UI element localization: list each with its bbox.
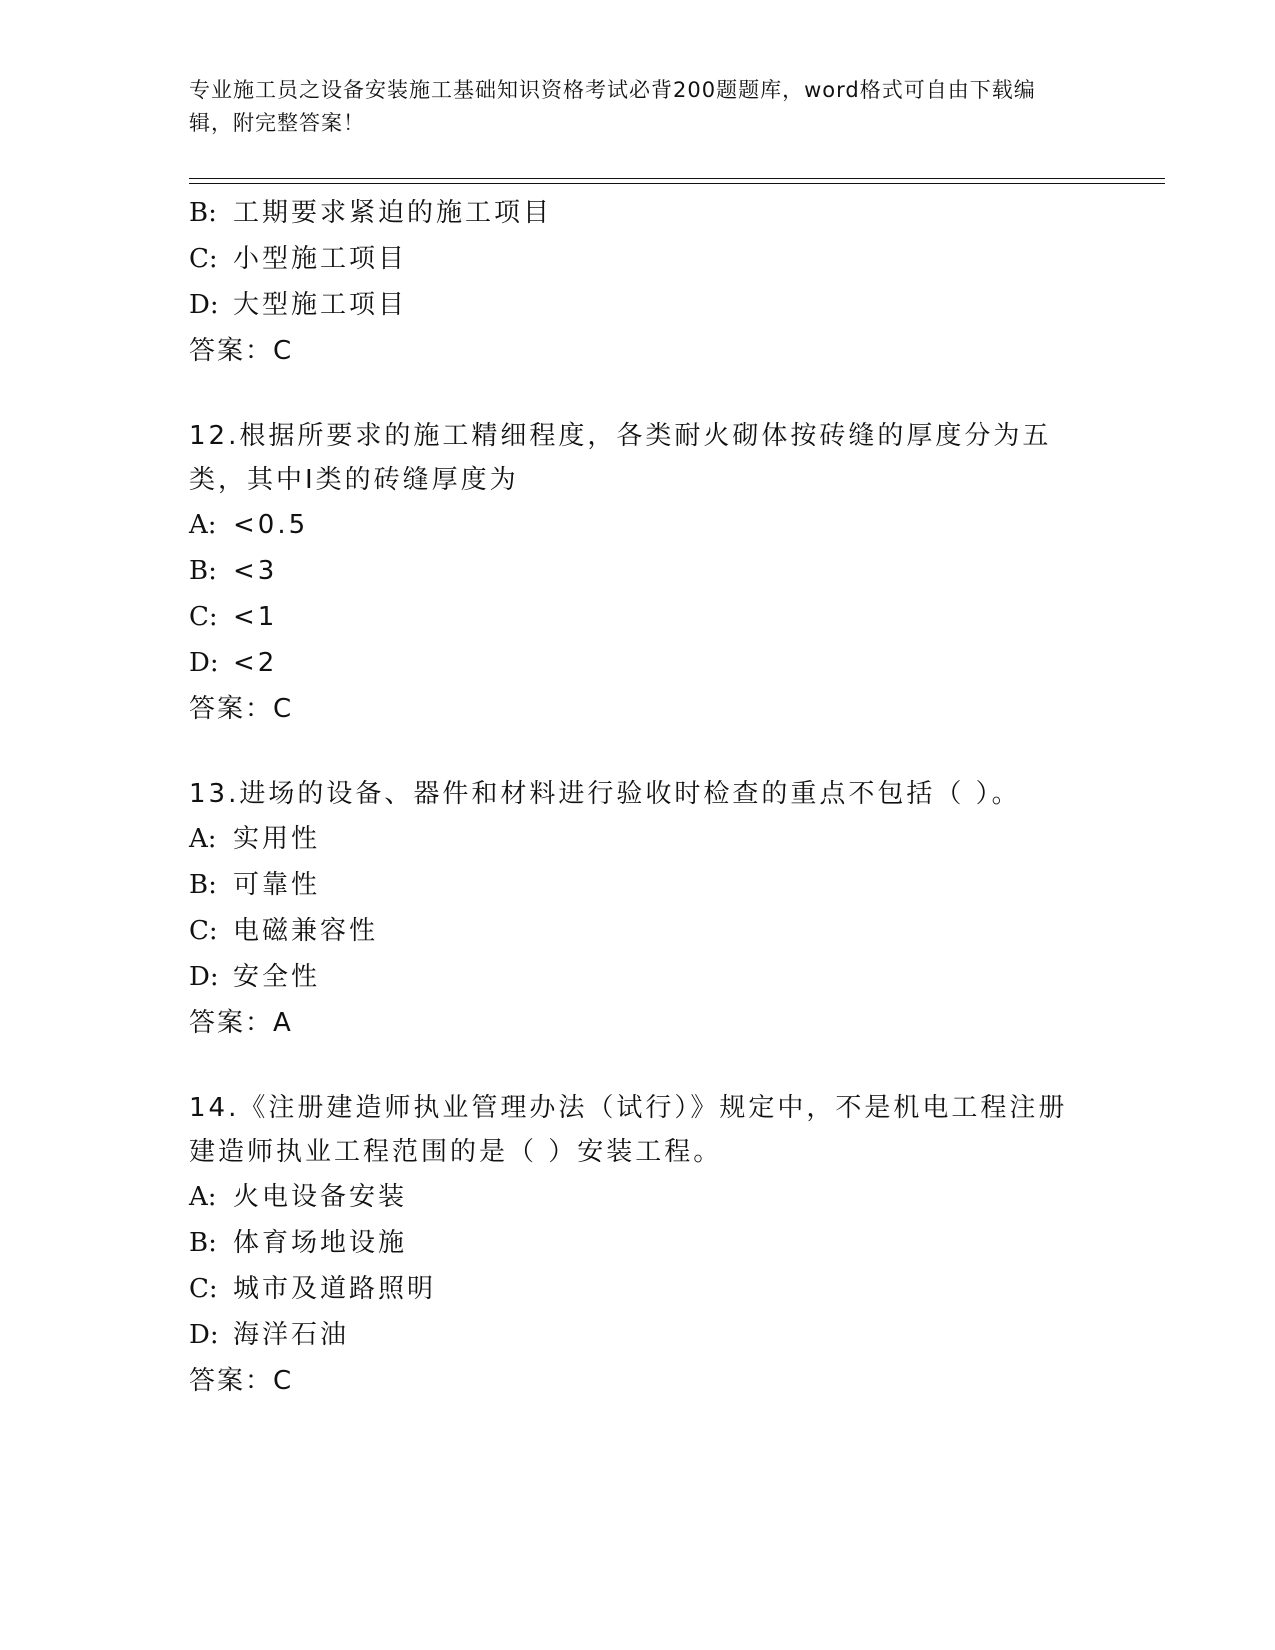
option-b [189, 548, 1089, 594]
option-text: 工期要求紧迫的施工项目 [233, 198, 553, 228]
option-b [189, 862, 1089, 908]
option-text: 安全性 [233, 962, 321, 992]
option-text: <2 [233, 648, 278, 678]
option-text: <3 [233, 556, 278, 586]
option-letter: A: [189, 824, 217, 854]
option-a [189, 502, 1089, 548]
question-spacer [189, 374, 1089, 414]
option-text: 实用性 [233, 824, 321, 854]
option-letter: C: [189, 916, 218, 946]
option-text: <1 [233, 602, 278, 632]
option-letter: C: [189, 1274, 218, 1304]
option-text: 体育场地设施 [233, 1228, 408, 1258]
question-stem: 12.根据所要求的施工精细程度，各类耐火砌体按砖缝的厚度分为五类，其中Ⅰ类的砖缝厚度为 [189, 421, 1052, 495]
question-13 [189, 772, 1089, 1046]
option-text: 可靠性 [233, 870, 321, 900]
option-letter: C: [189, 244, 218, 274]
option-c [189, 594, 1089, 640]
question-stem: 14.《注册建造师执业管理办法（试行）》规定中，不是机电工程注册建造师执业工程范围的是（ ）安装工程。 [189, 1093, 1068, 1167]
question-list [189, 190, 1089, 1404]
option-b [189, 190, 1089, 236]
option-b [189, 1220, 1089, 1266]
option-c [189, 236, 1089, 282]
option-letter: C: [189, 602, 218, 632]
option-letter: D: [189, 1320, 219, 1350]
option-letter: B: [189, 1228, 217, 1258]
question-12 [189, 414, 1089, 732]
option-text: <0.5 [233, 510, 309, 540]
question-stem: 13.进场的设备、器件和材料进行验收时检查的重点不包括（ ）。 [189, 779, 1021, 809]
question-14 [189, 1086, 1089, 1404]
option-text: 海洋石油 [233, 1320, 350, 1350]
option-d [189, 954, 1089, 1000]
option-text: 大型施工项目 [233, 290, 408, 320]
option-letter: B: [189, 556, 217, 586]
option-letter: D: [189, 648, 219, 678]
answer-line: 答案：C [189, 1366, 294, 1396]
option-c [189, 908, 1089, 954]
header-rule-top [189, 178, 1165, 179]
question-spacer [189, 1046, 1089, 1086]
option-text: 火电设备安装 [233, 1182, 408, 1212]
option-letter: D: [189, 290, 219, 320]
document-header [189, 74, 1079, 140]
option-a [189, 816, 1089, 862]
option-d [189, 282, 1089, 328]
question-partial [189, 190, 1089, 374]
option-c [189, 1266, 1089, 1312]
option-letter: A: [189, 510, 217, 540]
answer-line: 答案：C [189, 336, 294, 366]
option-letter: B: [189, 870, 217, 900]
option-text: 城市及道路照明 [233, 1274, 437, 1304]
option-text: 电磁兼容性 [233, 916, 379, 946]
header-rule-bottom [189, 183, 1165, 184]
question-spacer [189, 732, 1089, 772]
option-letter: B: [189, 198, 217, 228]
answer-line: 答案：A [189, 1008, 293, 1038]
option-text: 小型施工项目 [233, 244, 408, 274]
option-letter: A: [189, 1182, 217, 1212]
answer-line: 答案：C [189, 694, 294, 724]
option-d [189, 1312, 1089, 1358]
header-title: 专业施工员之设备安装施工基础知识资格考试必背200题题库，word格式可自由下载编辑，附完整答案！ [189, 78, 1036, 135]
option-a [189, 1174, 1089, 1220]
option-d [189, 640, 1089, 686]
option-letter: D: [189, 962, 219, 992]
